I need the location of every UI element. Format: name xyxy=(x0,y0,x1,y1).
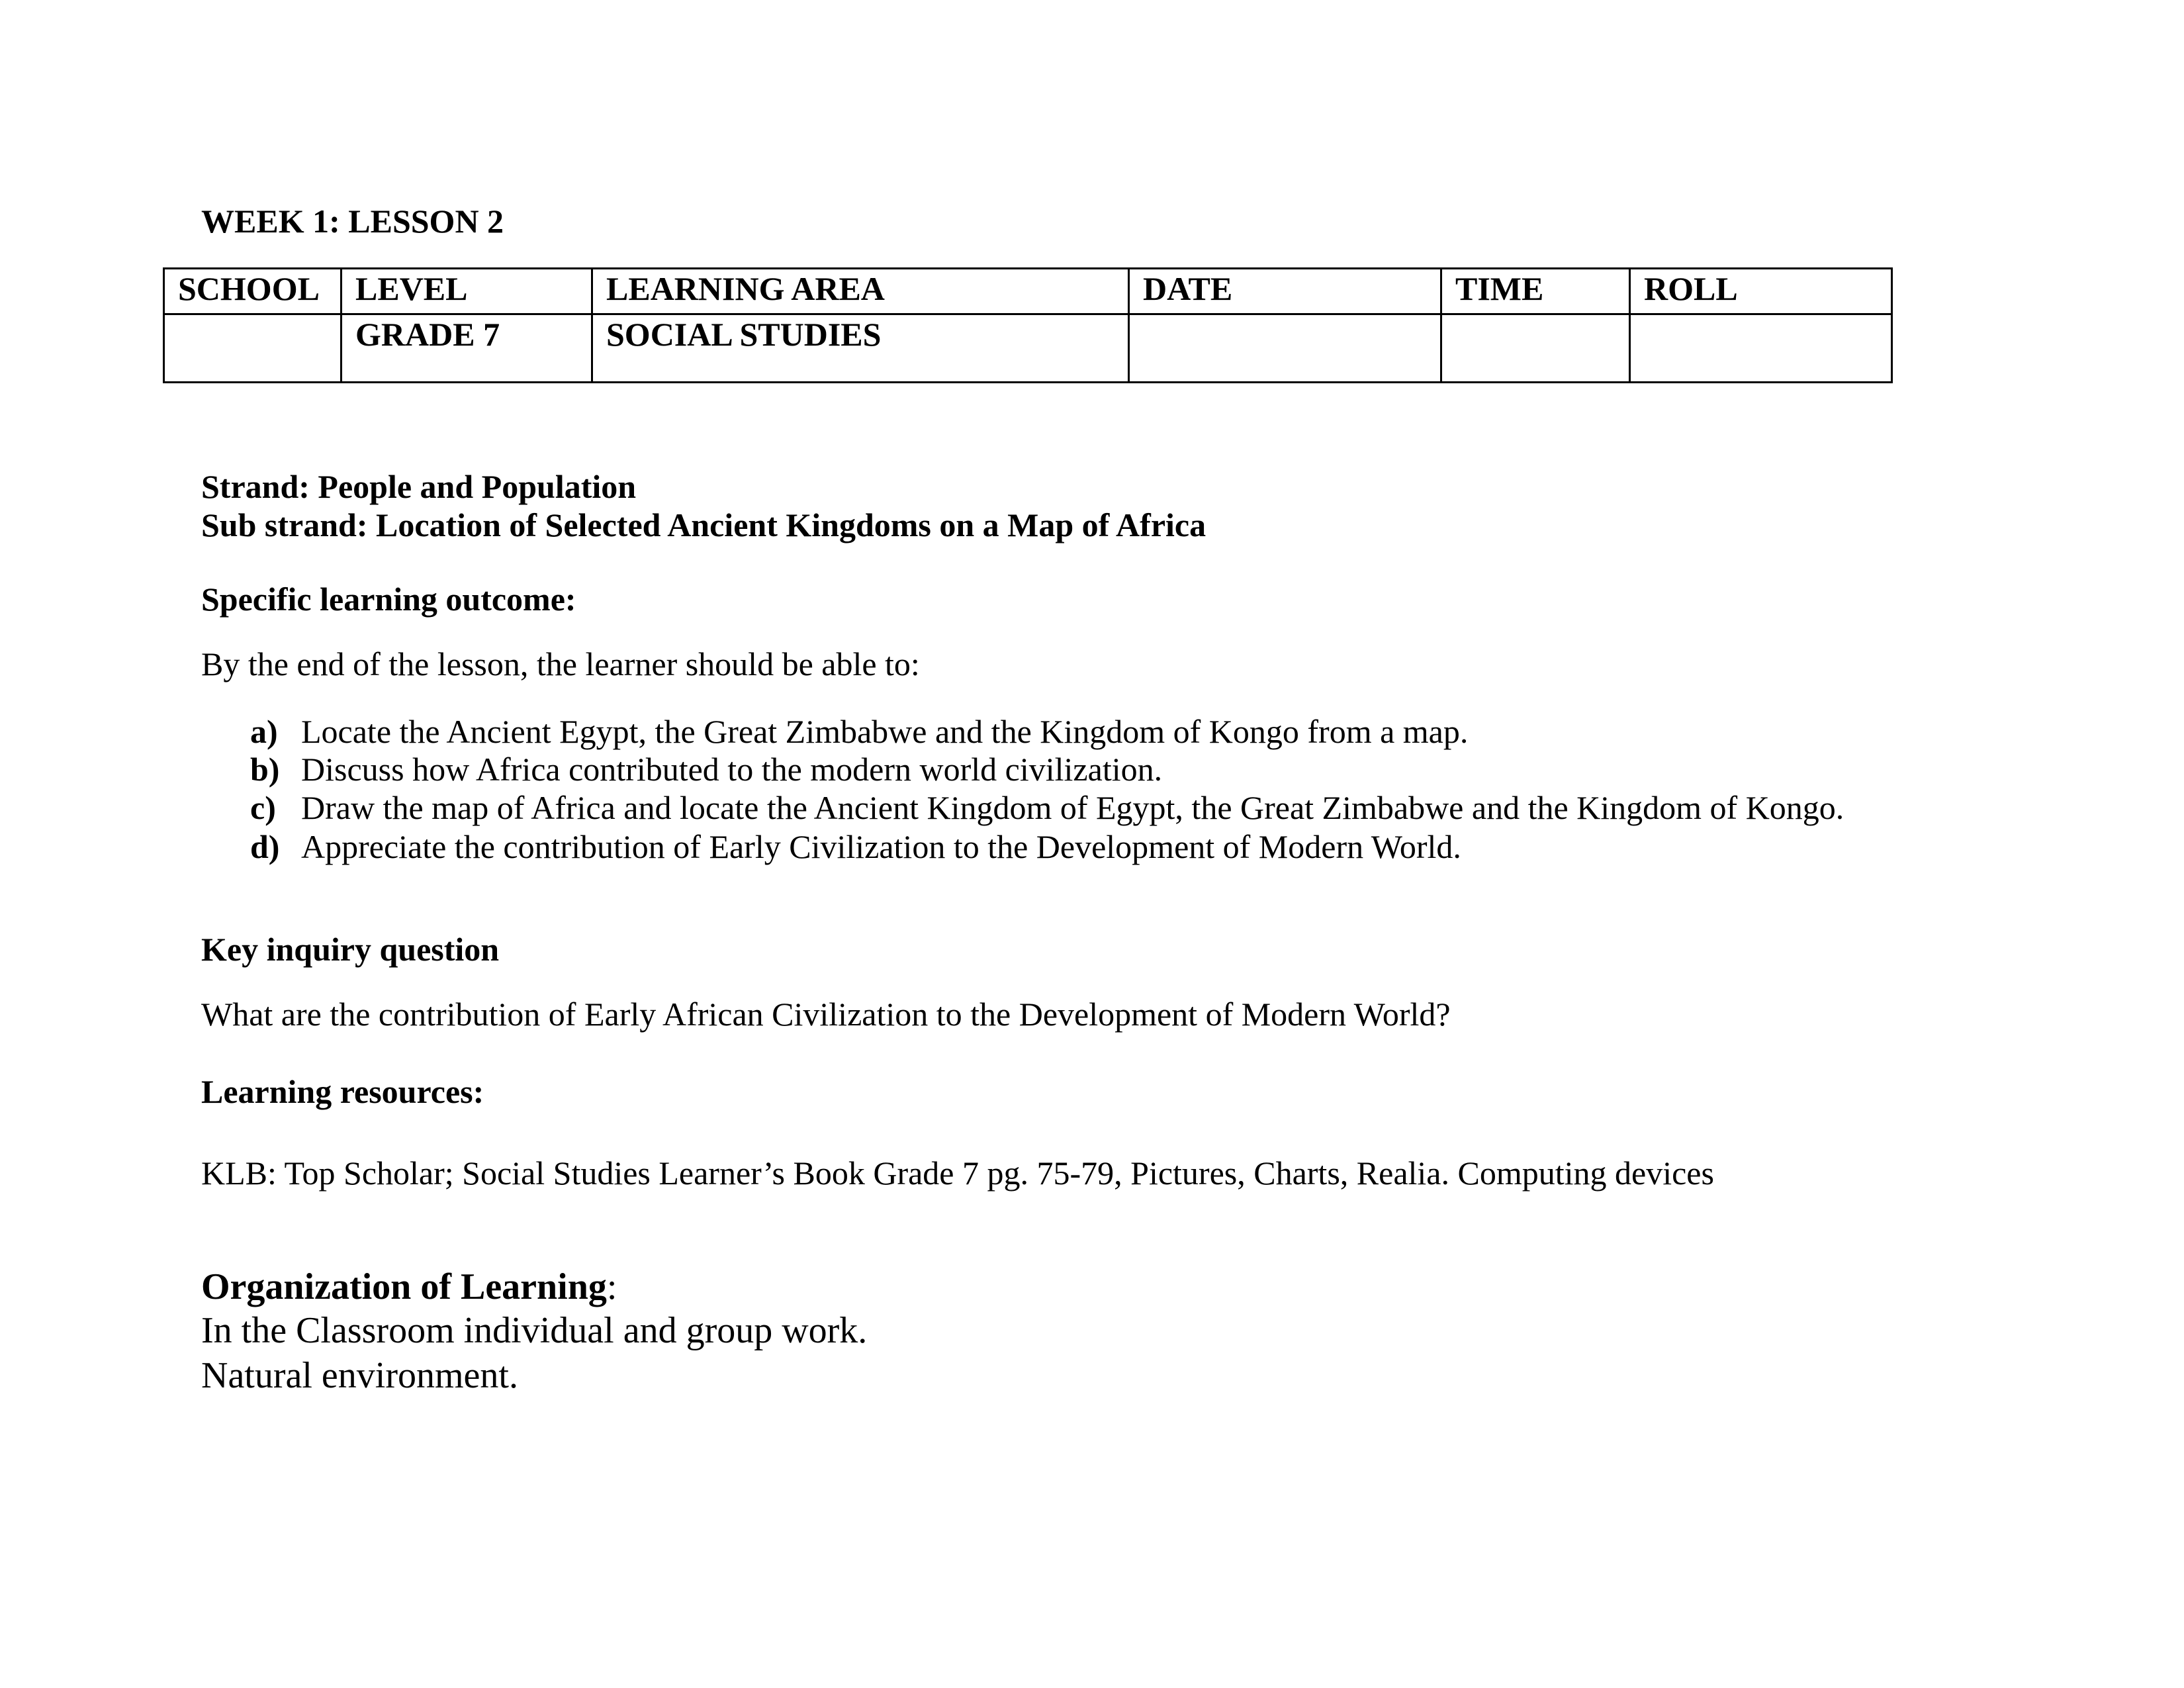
cell-school xyxy=(164,314,341,383)
strand: Strand: People and Population xyxy=(201,468,637,505)
outcome-text: Appreciate the contribution of Early Civilization to the Development of Modern World. xyxy=(301,828,1461,865)
outcome-item xyxy=(250,827,1461,867)
lesson-title: WEEK 1: LESSON 2 xyxy=(201,203,504,240)
organization-colon: : xyxy=(606,1266,617,1307)
cell-roll xyxy=(1630,314,1892,383)
table-header-row xyxy=(164,269,1892,314)
slo-heading: Specific learning outcome: xyxy=(201,581,576,618)
outcome-label: a) xyxy=(250,713,278,750)
header-level: LEVEL xyxy=(341,269,592,314)
slo-intro: By the end of the lesson, the learner should be able to: xyxy=(201,645,920,682)
header-school: SCHOOL xyxy=(164,269,341,314)
sub-strand: Sub strand: Location of Selected Ancient Kingdoms on a Map of Africa xyxy=(201,506,1206,543)
outcome-label: d) xyxy=(250,828,280,865)
organization-line: Natural environment. xyxy=(201,1355,518,1396)
outcome-item xyxy=(250,749,1162,789)
outcome-label: b) xyxy=(250,751,280,788)
outcome-item xyxy=(250,788,1844,827)
cell-date xyxy=(1129,314,1441,383)
outcome-label: c) xyxy=(250,789,276,826)
organization-heading-line xyxy=(201,1265,617,1309)
outcome-item xyxy=(250,712,1468,751)
table-row xyxy=(164,314,1892,383)
kiq-heading: Key inquiry question xyxy=(201,931,500,968)
cell-level: GRADE 7 xyxy=(341,314,592,383)
outcome-text: Draw the map of Africa and locate the Ancient Kingdom of Egypt, the Great Zimbabwe and the Kingdom of Kongo. xyxy=(301,789,1844,826)
header-date: DATE xyxy=(1129,269,1441,314)
cell-learning-area: SOCIAL STUDIES xyxy=(592,314,1129,383)
kiq-text: What are the contribution of Early African Civilization to the Development of Modern World? xyxy=(201,996,1451,1033)
header-roll: ROLL xyxy=(1630,269,1892,314)
lesson-info-table xyxy=(163,267,1893,383)
header-time: TIME xyxy=(1441,269,1630,314)
resources-text: KLB: Top Scholar; Social Studies Learner’s Book Grade 7 pg. 75-79, Pictures, Charts, Realia. Computing devices xyxy=(201,1154,1714,1192)
organization-line: In the Classroom individual and group work. xyxy=(201,1310,868,1351)
organization-heading: Organization of Learning xyxy=(201,1266,607,1307)
cell-time xyxy=(1441,314,1630,383)
resources-heading: Learning resources: xyxy=(201,1073,484,1110)
header-learning-area: LEARNING AREA xyxy=(592,269,1129,314)
outcome-text: Discuss how Africa contributed to the modern world civilization. xyxy=(301,751,1163,788)
outcome-text: Locate the Ancient Egypt, the Great Zimbabwe and the Kingdom of Kongo from a map. xyxy=(301,713,1469,750)
